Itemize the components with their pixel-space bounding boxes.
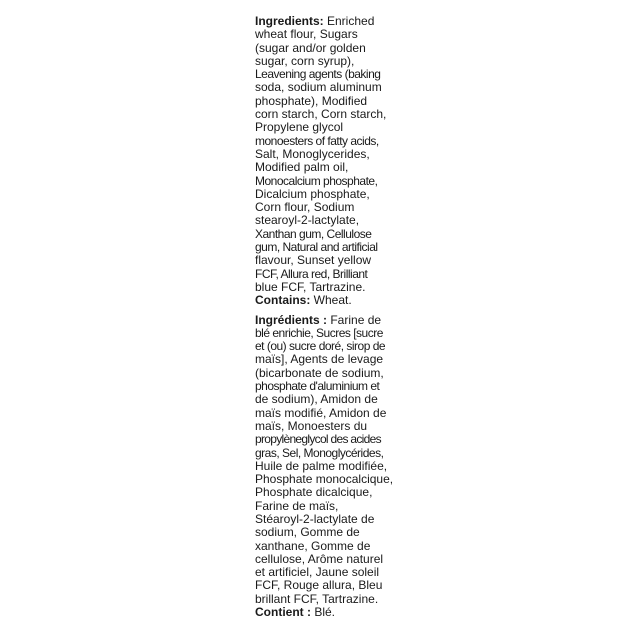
french-line-11: gras, Sel, Monoglycérides, bbox=[255, 445, 384, 460]
english-line-17: Xanthan gum, Cellulose bbox=[255, 226, 372, 241]
english-line-4: sugar, corn syrup), bbox=[255, 53, 355, 68]
english-line-2: wheat flour, Sugars bbox=[255, 27, 358, 42]
english-line-13: Monocalcium phosphate, bbox=[255, 173, 378, 188]
english-line-1: Ingredients: Enriched bbox=[255, 14, 375, 28]
english-line-11: Salt, Monoglycerides, bbox=[255, 146, 370, 161]
english-ingredients-section bbox=[255, 15, 390, 308]
french-line-4: maïs], Agents de levage bbox=[255, 352, 384, 367]
french-contains-line bbox=[255, 606, 390, 619]
french-line-10: propylèneglycol des acides bbox=[255, 432, 381, 447]
english-line-7: phosphate), Modified bbox=[255, 93, 368, 108]
french-line-17: sodium, Gomme de bbox=[255, 525, 360, 540]
french-line-1: Ingrédients : Farine de bbox=[255, 312, 382, 327]
english-contains-value: Wheat. bbox=[310, 293, 352, 308]
french-line-7: de sodium), Amidon de bbox=[255, 392, 378, 407]
french-line-21: FCF, Rouge allura, Bleu bbox=[255, 578, 383, 593]
english-line-14: Dicalcium phosphate, bbox=[255, 186, 370, 201]
french-line-6: phosphate d'aluminium et bbox=[255, 379, 380, 394]
english-line-16: stearoyl-2-lactylate, bbox=[255, 213, 360, 228]
english-line-21: blue FCF, Tartrazine. bbox=[255, 279, 366, 294]
english-ingredients-heading: Ingredients: bbox=[255, 14, 324, 28]
french-ingredients-heading: Ingrédients : bbox=[255, 312, 328, 327]
english-line-18: gum, Natural and artificial bbox=[255, 240, 378, 255]
french-line-16: Stéaroyl-2-lactylate de bbox=[255, 511, 375, 526]
french-line-20: et artificiel, Jaune soleil bbox=[255, 565, 380, 580]
english-line-9: Propylene glycol bbox=[255, 120, 344, 135]
french-line-9: maïs, Monoesters du bbox=[255, 418, 368, 433]
english-contains-label: Contains: bbox=[255, 293, 311, 308]
english-line-6: soda, sodium aluminum bbox=[255, 80, 382, 95]
english-line-20: FCF, Allura red, Brilliant bbox=[255, 266, 368, 281]
french-line-3: et (ou) sucre doré, sirop de bbox=[255, 339, 386, 354]
ingredients-label-panel bbox=[255, 14, 394, 620]
english-line-15: Corn flour, Sodium bbox=[255, 200, 355, 215]
french-contains-label: Contient : bbox=[255, 605, 311, 620]
french-line-19: cellulose, Arôme naturel bbox=[255, 551, 384, 566]
english-line-3: (sugar and/or golden bbox=[255, 40, 366, 55]
french-line-13: Phosphate monocalcique, bbox=[255, 472, 394, 487]
french-line-18: xanthane, Gomme de bbox=[255, 538, 371, 553]
french-line-12: Huile de palme modifiée, bbox=[255, 458, 388, 473]
english-line-12: Modified palm oil, bbox=[255, 160, 349, 175]
french-ingredients-section bbox=[255, 312, 394, 620]
english-line-5: Leavening agents (baking bbox=[255, 67, 381, 82]
french-line-2: blé enrichie, Sucres [sucre bbox=[255, 325, 383, 340]
english-line-19: flavour, Sunset yellow bbox=[255, 253, 372, 268]
english-line-10: monoesters of fatty acids, bbox=[255, 133, 379, 148]
english-line-8: corn starch, Corn starch, bbox=[255, 107, 387, 122]
french-contains-value: Blé. bbox=[311, 605, 336, 620]
french-line-15: Farine de maïs, bbox=[255, 498, 339, 513]
french-line-22: brillant FCF, Tartrazine. bbox=[255, 591, 379, 606]
french-line-8: maïs modifié, Amidon de bbox=[255, 405, 387, 420]
french-line-14: Phosphate dicalcique, bbox=[255, 485, 373, 500]
english-contains-line bbox=[255, 294, 390, 307]
french-line-5: (bicarbonate de sodium, bbox=[255, 365, 384, 380]
